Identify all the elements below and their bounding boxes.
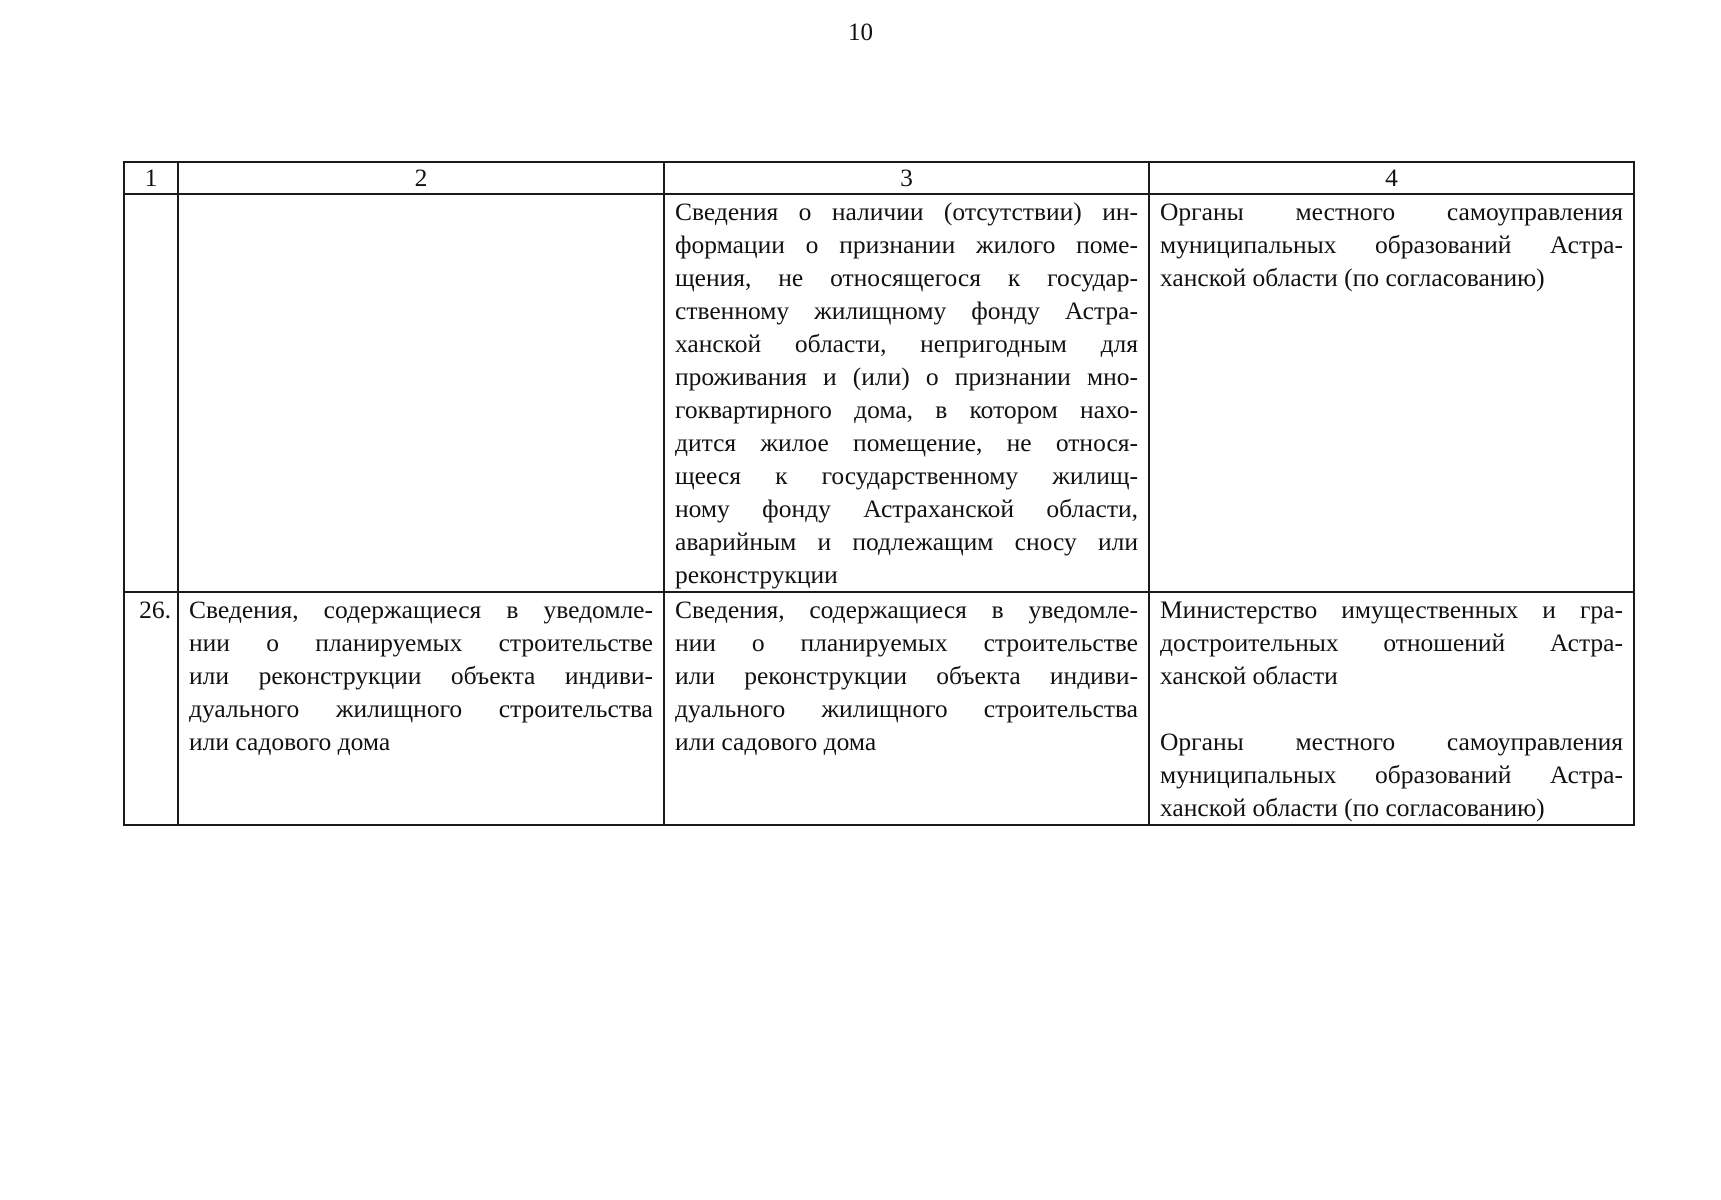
cell-line: щееся к государственному жилищ- [675, 461, 1138, 490]
cell-line: ному фонду Астраханской области, [675, 494, 1138, 523]
header-cell-3: 3 [664, 162, 1149, 194]
table-row [124, 592, 1634, 825]
cell-line: Сведения о наличии (отсутствии) ин- [675, 197, 1138, 226]
information-cell [664, 592, 1149, 825]
cell-line: достроительных отношений Астра- [1160, 628, 1623, 657]
cell-line: нии о планируемых строительстве [675, 628, 1138, 657]
cell-line: формации о признании жилого поме- [675, 230, 1138, 259]
header-cell-1: 1 [124, 162, 178, 194]
cell-line: реконструкции [675, 560, 838, 589]
authority-cell [1149, 592, 1634, 825]
cell-line: муниципальных образований Астра- [1160, 760, 1623, 789]
information-cell [664, 194, 1149, 592]
cell-line: Министерство имущественных и гра- [1160, 595, 1623, 624]
cell-line: или садового дома [189, 727, 391, 756]
row-number-cell: 26. [124, 592, 178, 825]
cell-line: ханской области (по согласованию) [1160, 793, 1545, 822]
cell-line: или садового дома [675, 727, 877, 756]
cell-line: Сведения, содержащиеся в уведомле- [675, 595, 1138, 624]
cell-line: ханской области (по согласованию) [1160, 263, 1545, 292]
cell-line: дуального жилищного строительства [189, 694, 653, 723]
name-cell [178, 194, 664, 592]
cell-line: дуального жилищного строительства [675, 694, 1138, 723]
name-cell [178, 592, 664, 825]
authority-cell [1149, 194, 1634, 592]
cell-line: или реконструкции объекта индиви- [189, 661, 653, 690]
cell-line: проживания и (или) о признании мно- [675, 362, 1138, 391]
document-table [123, 161, 1635, 826]
cell-line: или реконструкции объекта индиви- [675, 661, 1138, 690]
paragraph-gap [1160, 692, 1623, 725]
row-number-cell [124, 194, 178, 592]
cell-line: ханской области, непригодным для [675, 329, 1138, 358]
cell-line: ственному жилищному фонду Астра- [675, 296, 1138, 325]
header-cell-2: 2 [178, 162, 664, 194]
cell-line: Органы местного самоуправления [1160, 727, 1623, 756]
table-header-row [124, 162, 1634, 194]
table-row [124, 194, 1634, 592]
cell-line: Сведения, содержащиеся в уведомле- [189, 595, 653, 624]
cell-line: нии о планируемых строительстве [189, 628, 653, 657]
header-cell-4: 4 [1149, 162, 1634, 194]
page-number: 10 [848, 19, 873, 46]
cell-line: ханской области [1160, 661, 1338, 690]
cell-line: аварийным и подлежащим сносу или [675, 527, 1138, 556]
cell-line: муниципальных образований Астра- [1160, 230, 1623, 259]
cell-line: гоквартирного дома, в котором нахо- [675, 395, 1138, 424]
cell-line: дится жилое помещение, не относя- [675, 428, 1138, 457]
cell-line: Органы местного самоуправления [1160, 197, 1623, 226]
cell-line: щения, не относящегося к государ- [675, 263, 1138, 292]
